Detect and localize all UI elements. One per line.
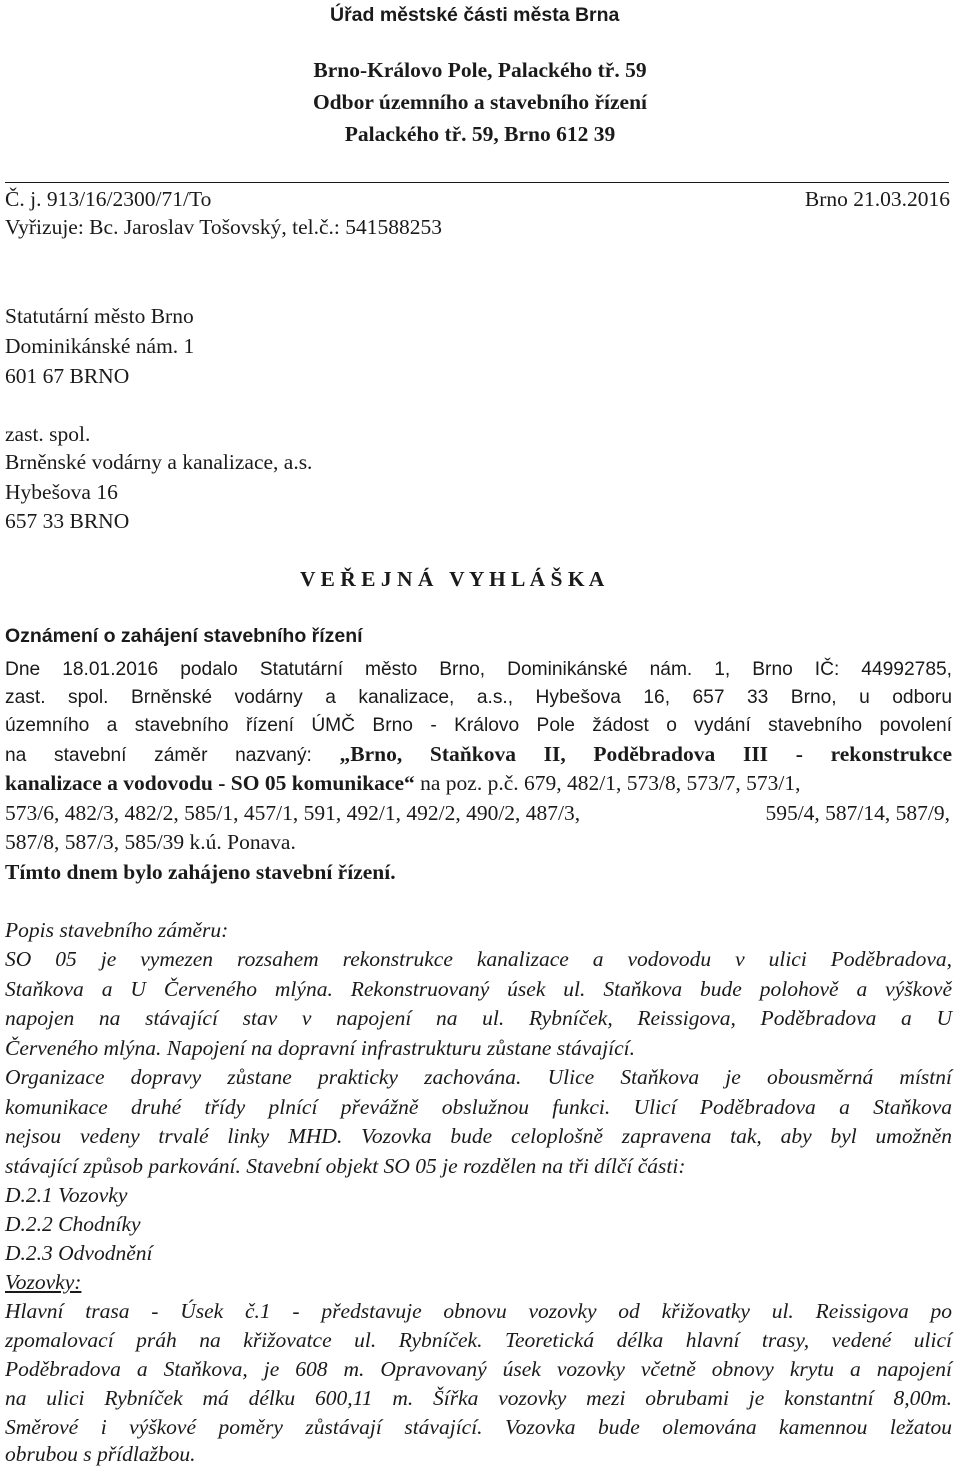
body-line-4 xyxy=(5,740,952,770)
parcel-numbers-3: 595/4, 587/14, 587/9, xyxy=(765,801,950,825)
office-name: Úřad městské části města Brna xyxy=(330,4,620,26)
body-line-5 xyxy=(5,769,952,798)
vozovky-line: Hlavní trasa - Úsek č.1 - představuje obnovu vozovky od křižovatky ul. Reissigova po xyxy=(5,1299,952,1323)
representative-line-2: Brněnské vodárny a kanalizace, a.s. xyxy=(5,450,313,474)
project-name-part-1: „Brno, Staňkova II, Poděbradova III - rekonstrukce xyxy=(339,742,952,766)
recipient-line-1: Statutární město Brno xyxy=(5,304,194,328)
parcel-numbers-1: na poz. p.č. 679, 482/1, 573/8, 573/7, 573/1, xyxy=(414,771,801,795)
document-title: V E Ř E J N Á V Y H L Á Š K A xyxy=(300,567,605,591)
description-line: Staňkova a U Červeného mlýna. Rekonstruovaný úsek ul. Staňkova bude polohově a výškově xyxy=(5,977,952,1001)
description-line: SO 05 je vymezen rozsahem rekonstrukce kanalizace a vodovodu v ulici Poděbradova, xyxy=(5,947,952,971)
project-name-part-2: kanalizace a vodovodu - SO 05 komunikace“ xyxy=(5,771,415,795)
parcel-numbers-2: 573/6, 482/3, 482/2, 585/1, 457/1, 591, 492/1, 492/2, 490/2, 487/3, xyxy=(5,801,581,825)
recipient-line-2: Dominikánské nám. 1 xyxy=(5,334,195,358)
part-item: D.2.3 Odvodnění xyxy=(5,1241,153,1265)
description-line: stávající způsob parkování. Stavební objekt SO 05 je rozdělen na tři dílčí části: xyxy=(5,1154,686,1178)
vozovky-line: Poděbradova a Staňkova, je 608 m. Opravovaný úsek vozovky včetně obnovy krytu a napojení xyxy=(5,1357,952,1381)
vozovky-line: Směrové i výškové poměry zůstávají stávající. Vozovka bude olemována kamennou ležatou xyxy=(5,1415,952,1439)
office-branch: Brno-Královo Pole, Palackého tř. 59 xyxy=(313,58,647,82)
document-date: Brno 21.03.2016 xyxy=(804,187,950,211)
procedure-started-note: Tímto dnem bylo zahájeno stavební řízení. xyxy=(5,860,396,884)
part-item: D.2.2 Chodníky xyxy=(5,1212,141,1236)
representative-line-4: 657 33 BRNO xyxy=(5,509,130,533)
reference-number: Č. j. 913/16/2300/71/To xyxy=(5,187,212,211)
vozovky-heading: Vozovky: xyxy=(5,1270,82,1294)
body-line-1: Dne 18.01.2016 podalo Statutární město Brno, Dominikánské nám. 1, Brno IČ: 44992785, xyxy=(5,659,952,680)
description-line: Červeného mlýna. Napojení na dopravní infrastrukturu zůstane stávající. xyxy=(5,1036,636,1060)
description-line: napojen na stávající stav v napojení na ul. Rybníček, Reissigova, Poděbradova a U xyxy=(5,1006,952,1030)
document-subject: Oznámení o zahájení stavebního řízení xyxy=(5,625,363,647)
representative-line-3: Hybešova 16 xyxy=(5,480,118,504)
office-address: Palackého tř. 59, Brno 612 39 xyxy=(344,122,616,146)
body-line-4-text: na stavební záměr nazvaný: xyxy=(5,745,340,766)
handler-info: Vyřizuje: Bc. Jaroslav Tošovský, tel.č.: 541588253 xyxy=(5,215,443,239)
body-line-7: 587/8, 587/3, 585/39 k.ú. Ponava. xyxy=(5,830,296,854)
description-line: nejsou vedeny trvalé linky MHD. Vozovka bude celoplošně zapravena tak, aby byl umožněn xyxy=(5,1124,952,1148)
body-line-3: územního a stavebního řízení ÚMČ Brno - Královo Pole žádost o vydání stavebního povolení xyxy=(5,715,952,736)
description-line: Organizace dopravy zůstane prakticky zachována. Ulice Staňkova je obousměrná místní xyxy=(5,1065,952,1089)
description-heading: Popis stavebního záměru: xyxy=(5,918,229,942)
vozovky-line: obrubou s přídlažbou. xyxy=(5,1442,196,1466)
vozovky-line: zpomalovací práh na křižovatce ul. Rybníček. Teoretická délka hlavní trasy, vedené ulicí xyxy=(5,1328,952,1352)
body-line-2: zast. spol. Brněnské vodárny a kanalizace, a.s., Hybešova 16, 657 33 Brno, u odboru xyxy=(5,687,952,708)
representative-line-1: zast. spol. xyxy=(5,422,91,446)
recipient-line-3: 601 67 BRNO xyxy=(5,364,130,388)
description-line: komunikace druhé třídy plnící převážně obslužnou funkci. Ulicí Poděbradova a Staňkova xyxy=(5,1095,952,1119)
header-divider xyxy=(5,182,949,183)
vozovky-line: na ulici Rybníček má délku 600,11 m. Šířka vozovky mezi obrubami je konstantní 8,00m. xyxy=(5,1386,952,1410)
part-item: D.2.1 Vozovky xyxy=(5,1183,128,1207)
department-name: Odbor územního a stavebního řízení xyxy=(312,90,648,114)
